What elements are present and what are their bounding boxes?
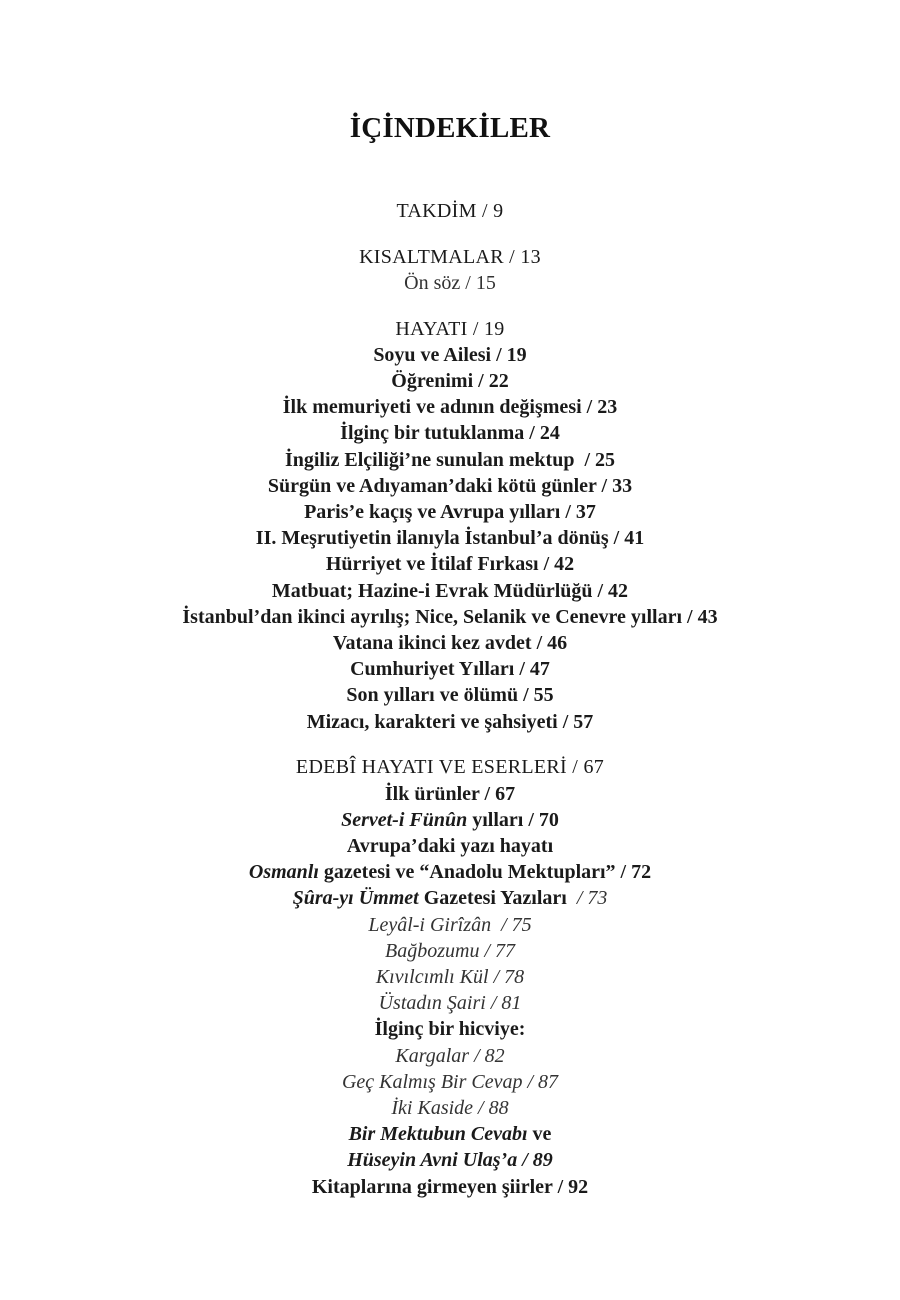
page-number: / 73 [576, 887, 608, 910]
toc-entry-osmanli [0, 859, 900, 885]
toc-entry-takdim: TAKDİM / 9 [396, 200, 504, 222]
toc-entry: İngiliz Elçiliği’ne sunulan mektup / 25 [284, 448, 616, 471]
toc-entry: İlginç bir tutuklanma / 24 [340, 422, 560, 445]
toc-entry-servet [0, 807, 900, 833]
entry-text: ve [527, 1123, 552, 1146]
toc-section-hayati: HAYATI / 19 [395, 317, 505, 340]
toc-entry: İstanbul’dan ikinci ayrılış; Nice, Selanik ve Cenevre yılları / 43 [182, 605, 718, 628]
toc-entry-mektup [0, 1121, 900, 1147]
toc-entry-huseyin: Hüseyin Avni Ulaş’a / 89 [347, 1149, 553, 1172]
toc-poem: İki Kaside / 88 [391, 1097, 509, 1119]
toc-poem: Bağbozumu / 77 [385, 939, 515, 962]
toc-entry: Vatana ikinci kez avdet / 46 [332, 632, 568, 655]
toc-entry: Sürgün ve Adıyaman’daki kötü günler / 33 [267, 474, 633, 497]
toc-poem: Kıvılcımlı Kül / 78 [375, 965, 525, 988]
publication-title: Servet-i Fünûn [341, 808, 468, 831]
toc-entry: Hürriyet ve İtilaf Fırkası / 42 [325, 553, 575, 576]
toc-entry: İlk memuriyeti ve adının değişmesi / 23 [282, 396, 618, 419]
toc-poem: Üstadın Şairi / 81 [378, 992, 522, 1015]
table-of-contents [0, 198, 900, 1200]
toc-poem: Geç Kalmış Bir Cevap / 87 [341, 1070, 559, 1093]
toc-entry-onsoz: Ön söz / 15 [404, 271, 496, 294]
toc-entry: Matbuat; Hazine-i Evrak Müdürlüğü / 42 [271, 579, 629, 602]
entry-text: Gazetesi Yazıları [418, 887, 577, 910]
toc-entry: Soyu ve Ailesi / 19 [373, 343, 527, 366]
toc-entry: Mizacı, karakteri ve şahsiyeti / 57 [306, 710, 594, 733]
toc-entry-kisaltmalar: KISALTMALAR / 13 [359, 245, 541, 268]
entry-text: gazetesi ve “Anadolu Mektupları” / 72 [318, 861, 652, 884]
publication-title: Osmanlı [248, 861, 319, 884]
toc-entry: II. Meşrutiyetin ilanıyla İstanbul’a dönüş / 41 [255, 527, 645, 550]
section-gap [0, 224, 900, 244]
toc-entry-avrupa: Avrupa’daki yazı hayatı [346, 834, 554, 857]
toc-poem: Kargalar / 82 [395, 1044, 505, 1067]
toc-entry: Son yılları ve ölümü / 55 [346, 684, 554, 707]
toc-poem: Leyâl-i Girîzân / 75 [368, 913, 532, 936]
section-gap [0, 296, 900, 316]
toc-entry-ilk-urunler: İlk ürünler / 67 [384, 782, 516, 805]
section-gap [0, 735, 900, 755]
publication-title: Şûra-yı Ümmet [292, 887, 419, 910]
entry-text: yılları / 70 [467, 808, 559, 831]
letter-title: Bir Mektubun Cevabı [348, 1123, 528, 1146]
page-title: İÇİNDEKİLER [349, 112, 551, 144]
toc-entry-hicviye: İlginç bir hicviye: [374, 1018, 526, 1041]
toc-entry-sura [0, 885, 900, 911]
toc-entry-kitap-disi: Kitaplarına girmeyen şiirler / 92 [311, 1175, 589, 1198]
toc-entry: Cumhuriyet Yılları / 47 [350, 658, 550, 681]
toc-section-edebi: EDEBÎ HAYATI VE ESERLERİ / 67 [295, 756, 605, 779]
toc-entry: Öğrenimi / 22 [391, 370, 509, 393]
toc-entry: Paris’e kaçış ve Avrupa yılları / 37 [304, 501, 596, 524]
